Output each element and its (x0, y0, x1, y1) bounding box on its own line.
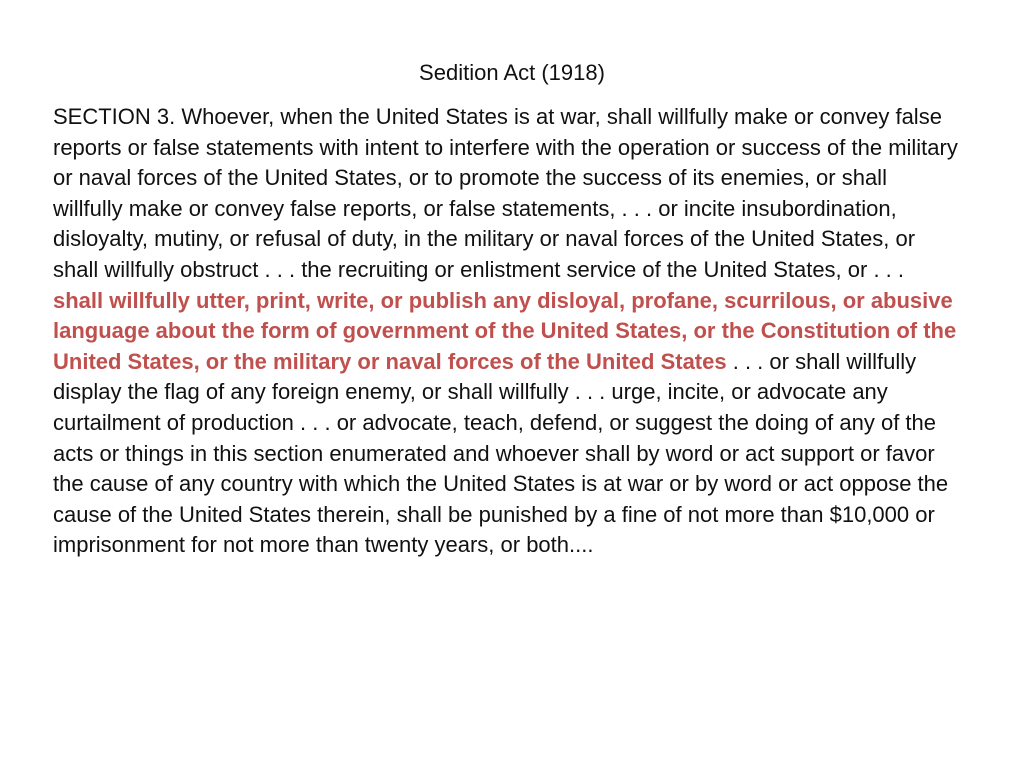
section-3-paragraph (53, 102, 958, 561)
highlighted-clause: shall willfully utter, print, write, or publish any disloyal, profane, scurrilous, or abusive language about the form of government of the United States, or the Constitution of the United States, or the military or naval forces of the United States (53, 287, 957, 374)
document-title: Sedition Act (1918) (419, 60, 605, 85)
paragraph-text-part-2: . . . or shall willfully display the flag of any foreign enemy, or shall willfully . . . urge, incite, or advocate any curtailment of production . . . or advocate, teach, defend, or suggest the doing of any of the acts or things in this section enumerated and whoever shall by word or act support or favor the cause of any country with which the United States is at war or by word or act oppose the cause of the United States therein, shall be punished by a fine of not more than $10,000 or imprisonment for not more than twenty years, or both.... (53, 348, 949, 558)
paragraph-text-part-1: SECTION 3. Whoever, when the United States is at war, shall willfully make or convey false reports or false statements with intent to interfere with the operation or success of the military or naval forces of the United States, or to promote the success of its enemies, or shall willfully make or convey false reports, or false statements, . . . or incite insubordination, disloyalty, mutiny, or refusal of duty, in the military or naval forces of the United States, or shall willfully obstruct . . . the recruiting or enlistment service of the United States, or . . . (53, 104, 958, 282)
